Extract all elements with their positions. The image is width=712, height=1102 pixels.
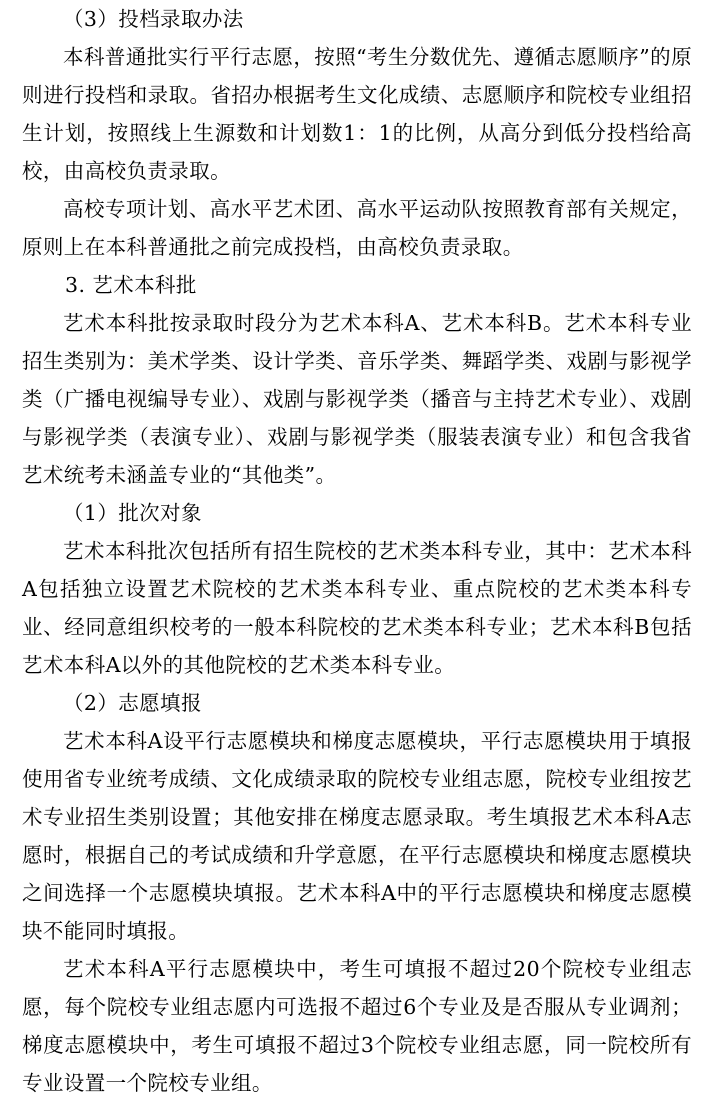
document-text-body <box>22 0 692 1102</box>
heading-art-undergraduate-batch: 3. 艺术本科批 <box>65 273 197 297</box>
paragraph-volunteer-module-setup: 艺术本科A设平行志愿模块和梯度志愿模块，平行志愿模块用于填报使用省专业统考成绩、文化成绩录取的院校专业组志愿，院校专业组按艺术专业招生类别设置；其他安排在梯度志愿录取。考生填报艺术本科A志愿时，根据自己的考试成绩和升学意愿，在平行志愿模块和梯度志愿模块之间选择一个志愿模块填报。艺术本科A中的平行志愿模块和梯度志愿模块不能同时填报。 <box>22 729 692 943</box>
paragraph-batch-scope-detail: 艺术本科批次包括所有招生院校的艺术类本科专业，其中：艺术本科A包括独立设置艺术院校的艺术类本科专业、重点院校的艺术类本科专业、经同意组织校考的一般本科院校的艺术类本科专业；艺术本科B包括艺术本科A以外的其他院校的艺术类本科专业。 <box>22 539 692 677</box>
heading-tou-dang-lu-qu-ban-fa: （3）投档录取办法 <box>63 7 244 31</box>
paragraph-parallel-volunteer-policy: 本科普通批实行平行志愿，按照“考生分数优先、遵循志愿顺序”的原则进行投档和录取。省招办根据考生文化成绩、志愿顺序和院校专业组招生计划，按照线上生源数和计划数1：1的比例，从高分到低分投档给高校，由高校负责录取。 <box>22 45 692 183</box>
paragraph-art-major-categories: 艺术本科批按录取时段分为艺术本科A、艺术本科B。艺术本科专业招生类别为：美术学类、设计学类、音乐学类、舞蹈学类、戏剧与影视学类（广播电视编导专业）、戏剧与影视学类（播音与主持艺术专业）、戏剧与影视学类（表演专业）、戏剧与影视学类（服装表演专业）和包含我省艺术统考未涵盖专业的“其他类”。 <box>22 311 692 487</box>
heading-batch-scope: （1）批次对象 <box>63 501 202 525</box>
paragraph-special-plans-policy: 高校专项计划、高水平艺术团、高水平运动队按照教育部有关规定，原则上在本科普通批之前完成投档，由高校负责录取。 <box>22 197 692 259</box>
paragraph-volunteer-quantity-limits: 艺术本科A平行志愿模块中，考生可填报不超过20个院校专业组志愿，每个院校专业组志愿内可选报不超过6个专业及是否服从专业调剂；梯度志愿模块中，考生可填报不超过3个院校专业组志愿，同一院校所有专业设置一个院校专业组。 <box>22 957 692 1095</box>
heading-volunteer-filling: （2）志愿填报 <box>63 691 202 715</box>
